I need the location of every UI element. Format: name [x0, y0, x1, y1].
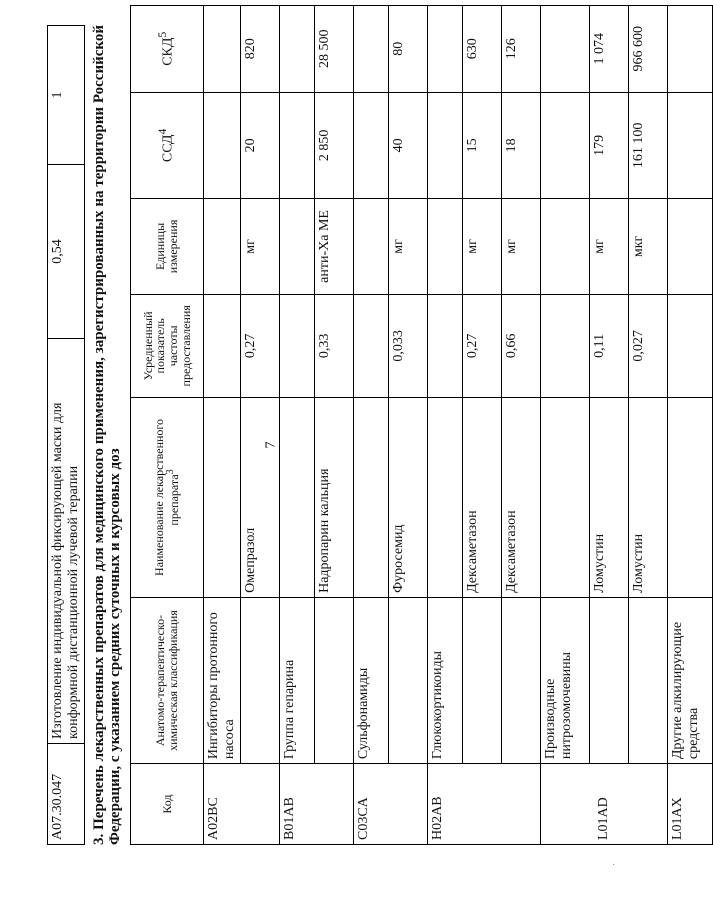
drug-name: Фуросемид [389, 398, 428, 598]
drug-name: Дексаметазон [463, 398, 502, 598]
atc-code: L01AX [668, 764, 713, 845]
header-code: Код [131, 764, 204, 845]
ssd: 179 [590, 92, 629, 199]
drug-name: Ломустин [629, 398, 668, 598]
unit: анти-Xa МЕ [315, 199, 354, 294]
atc-group: Ингибиторы протонного насоса [204, 597, 241, 763]
table-row [463, 6, 502, 845]
table-row [590, 6, 629, 845]
ssd: 20 [241, 92, 280, 199]
drug-name: Омепразол [241, 398, 280, 598]
table-row [354, 6, 389, 845]
unit: мг [590, 199, 629, 294]
table-row [502, 6, 541, 845]
service-table [47, 25, 85, 845]
drug-name: Дексаметазон [502, 398, 541, 598]
header-skd: СКД$^5$ [131, 6, 204, 93]
header-ssd: ССД$^4$ [131, 92, 204, 199]
atc-group: Глюкокортикоиды [428, 597, 463, 763]
skd: 126 [502, 6, 541, 93]
unit: мкг [629, 199, 668, 294]
service-row [48, 26, 85, 845]
table-row [629, 6, 668, 845]
table-row [204, 6, 241, 845]
atc-group: Другие алкилирующие средства [668, 597, 713, 763]
table-row [315, 6, 354, 845]
unit: мг [389, 199, 428, 294]
frequency: 0,027 [629, 294, 668, 397]
table-row [541, 6, 590, 845]
drug-name: Ломустин [590, 398, 629, 598]
skd: 80 [389, 6, 428, 93]
drug-table [130, 5, 713, 845]
frequency: 0,27 [241, 294, 280, 397]
header-atc: Анатомо-терапевтическо-химическая классификация [131, 597, 204, 763]
table-row [241, 6, 280, 845]
skd: 1 074 [590, 6, 629, 93]
table-row [428, 6, 463, 845]
skd: 966 600 [629, 6, 668, 93]
unit: мг [463, 199, 502, 294]
atc-code: C03CA [354, 764, 428, 845]
skd: 820 [241, 6, 280, 93]
unit: мг [241, 199, 280, 294]
frequency: 0,11 [590, 294, 629, 397]
table-header-row [131, 6, 204, 845]
table-row [668, 6, 713, 845]
ssd: 18 [502, 92, 541, 199]
table-row [389, 6, 428, 845]
skd: 630 [463, 6, 502, 93]
atc-code: B01AB [280, 764, 354, 845]
atc-code: A02BC [204, 764, 280, 845]
atc-group: Производные нитрозомочевины [541, 597, 590, 763]
atc-code: L01AD [541, 764, 668, 845]
table-row [280, 6, 315, 845]
frequency: 0,33 [315, 294, 354, 397]
atc-group: Группа гепарина [280, 597, 315, 763]
atc-code: H02AB [428, 764, 541, 845]
corner-mark: · [612, 860, 616, 871]
frequency: 0,66 [502, 294, 541, 397]
unit: мг [502, 199, 541, 294]
ssd: 40 [389, 92, 428, 199]
header-drug: Наименование лекарственного препарата$^3$ [131, 398, 204, 598]
ssd: 2 850 [315, 92, 354, 199]
service-code: A07.30.047 [48, 744, 85, 845]
header-unit: Единицы измерения [131, 199, 204, 294]
ssd: 161 100 [629, 92, 668, 199]
skd: 28 500 [315, 6, 354, 93]
frequency: 0,27 [463, 294, 502, 397]
drug-name: Надропарин кальция [315, 398, 354, 598]
service-name: Изготовление индивидуальной фиксирующей маски для конформной дистанционной лучевой терапии [48, 339, 85, 744]
ssd: 15 [463, 92, 502, 199]
header-frequency: Усредненный показатель частоты предоставления [131, 294, 204, 397]
atc-group: Сульфонамиды [354, 597, 389, 763]
frequency: 0,033 [389, 294, 428, 397]
page-number: 7 [263, 441, 279, 449]
section-heading: 3. Перечень лекарственных препаратов для медицинского применения, зарегистрированных на территории Российской Федерации, с указанием средних суточных и курсовых доз [91, 25, 123, 845]
service-multiplicity: 1 [48, 26, 85, 165]
service-frequency: 0,54 [48, 165, 85, 339]
